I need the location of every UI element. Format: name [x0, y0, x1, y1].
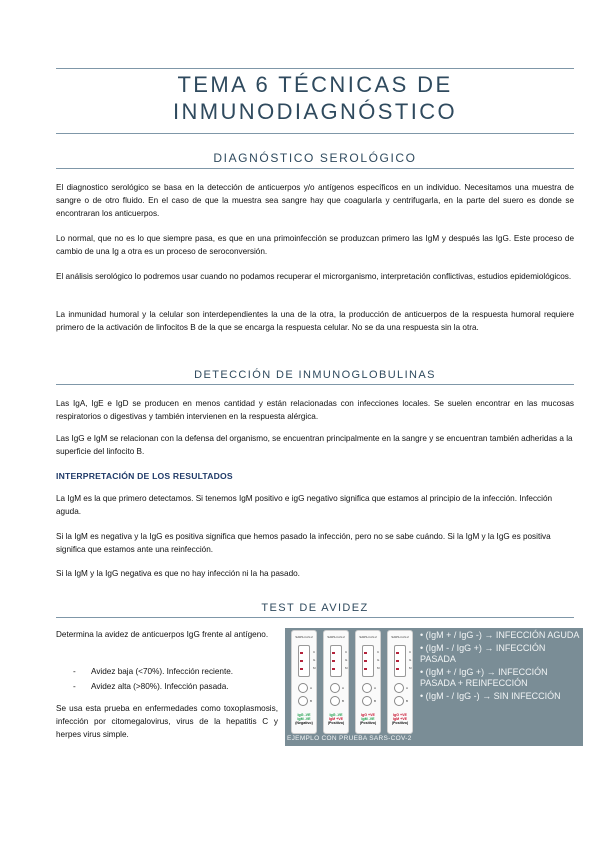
strip-well [394, 696, 404, 706]
strip-caption-line: (Positivo) [359, 721, 377, 725]
strip-well [362, 683, 372, 693]
strip-window [362, 645, 380, 677]
strip-band [364, 652, 367, 654]
strip-band [364, 660, 367, 662]
page-title-line2: INMUNODIAGNÓSTICO [172, 99, 458, 124]
section-heading-avidez: TEST DE AVIDEZ [261, 602, 369, 614]
strip-well-label: A [406, 686, 409, 690]
strip-window [330, 645, 348, 677]
list-item-text: Avidez baja (<70%). Infección reciente. [91, 667, 234, 676]
test-strip [355, 630, 381, 734]
strip-well-label: A [374, 686, 377, 690]
list-item [73, 681, 229, 694]
strip-band [396, 660, 399, 662]
strip-name: SARS-CoV-2 [391, 635, 409, 639]
strip-window [298, 645, 316, 677]
strip-band-label: C [313, 650, 316, 654]
figure-caption: EJEMPLO CON PRUEBA SARS-COV-2 [287, 735, 412, 742]
section-rule-serologico [56, 168, 574, 169]
strip-band [396, 652, 399, 654]
strip-band-label: M [345, 666, 348, 670]
strip-band-label: G [345, 658, 348, 662]
test-strip [387, 630, 413, 734]
strip-well-label: B [342, 699, 345, 703]
strip-band-label: C [409, 650, 412, 654]
subheading-interpretacion: INTERPRETACIÓN DE LOS RESULTADOS [56, 471, 233, 481]
strip-band-label: G [313, 658, 316, 662]
strip-name: SARS-CoV-2 [295, 635, 313, 639]
paragraph: Lo normal, que no es lo que siempre pasa, es que en una primoinfección se produzcan primero las IgM y después las IgG. Este proceso de cambio de una Ig a otra es un proceso de seroconversión. [56, 234, 574, 256]
strip-well [330, 683, 340, 693]
bullet-marker: - [73, 682, 76, 691]
strip-well-label: B [310, 699, 313, 703]
strip-band [332, 652, 335, 654]
strip-well [330, 696, 340, 706]
strip-caption-line: IgM -VE [361, 717, 375, 721]
strip-caption [292, 713, 316, 725]
paragraph: La IgM es la que primero detectamos. Si tenemos IgM positivo e igG negativo significa que estamos al principio de la infección. Infección aguda. [56, 494, 553, 516]
strip-name: SARS-CoV-2 [359, 635, 377, 639]
strip-well-label: B [374, 699, 377, 703]
legend-item: • (IgM + / IgG +) → INFECCIÓN PASADA + REINFECCIÓN [420, 667, 548, 688]
strip-band-label: M [377, 666, 380, 670]
strip-caption-line: IgG +VE [361, 713, 375, 717]
strip-band [332, 660, 335, 662]
strip-band [332, 668, 335, 670]
paragraph: Si la IgM es negativa y la IgG es positiva significa que hemos pasado la infección, pero no se sabe cuándo. Si la IgM y la IgG es positiva significa que estamos ante una reinfección. [56, 532, 551, 554]
legend-item: • (IgM - / IgG -) → SIN INFECCIÓN [420, 691, 561, 701]
strip-band [364, 668, 367, 670]
figure-legend [420, 630, 583, 704]
title-bottom-rule [56, 133, 574, 134]
avidez-intro: Determina la avidez de anticuerpos IgG frente al antígeno. [56, 630, 269, 639]
strip-caption-line: IgG +VE [393, 713, 407, 717]
strip-window [394, 645, 412, 677]
strip-well-label: A [342, 686, 345, 690]
section-heading-serologico: DIAGNÓSTICO SEROLÓGICO [213, 151, 417, 165]
strip-well [298, 696, 308, 706]
strip-band-label: G [377, 658, 380, 662]
sars-cov-2-test-figure [285, 628, 583, 746]
test-strip [291, 630, 317, 734]
strip-caption-line: IgM -VE [297, 717, 311, 721]
strip-caption-line: (Positivo) [327, 721, 345, 725]
strip-band-label: M [313, 666, 316, 670]
strip-caption-line: IgG -VE [297, 713, 311, 717]
strip-caption [388, 713, 412, 725]
section-rule-inmunoglobulinas [56, 384, 574, 385]
strip-band-label: C [345, 650, 348, 654]
strip-band [300, 660, 303, 662]
strip-well [394, 683, 404, 693]
strip-band-label: M [409, 666, 412, 670]
list-item [73, 666, 233, 679]
legend-item: • (IgM - / IgG +) → INFECCIÓN PASADA [420, 643, 546, 664]
strip-caption-line: IgG -VE [329, 713, 343, 717]
strip-band [300, 668, 303, 670]
strip-caption-line: (Negativo) [295, 721, 313, 725]
paragraph: Si la IgM y la IgG negativa es que no hay infección ni la ha pasado. [56, 569, 300, 578]
strip-caption-line: (Positivo) [391, 721, 409, 725]
strip-caption-line: IgM +VE [392, 717, 408, 721]
legend-item: • (IgM + / IgG -) → INFECCIÓN AGUDA [420, 630, 580, 640]
strip-well [362, 696, 372, 706]
paragraph: La inmunidad humoral y la celular son interdependientes la una de la otra, la producción de anticuerpos de la respuesta humoral requiere primero de la activación de linfocitos B de la que se encarga la respuesta celular. No se da una respuesta sin la otra. [56, 310, 574, 332]
title-top-rule [56, 68, 574, 69]
strip-name: SARS-CoV-2 [327, 635, 345, 639]
paragraph: El diagnostico serológico se basa en la detección de anticuerpos y/o antígenos específicos en un individuo. Necesitamos una muestra de sangre o de otro fluido. En el caso de que la muestra sea sangre hay que coagularla y centrifugarla, en la parte del suero es donde se encontraran los anticuerpos. [56, 183, 574, 218]
strip-well-label: B [406, 699, 409, 703]
strip-caption [324, 713, 348, 725]
paragraph: Las IgG e IgM se relacionan con la defensa del organismo, se encuentran principalmente en la sangre y se encuentran también adheridas a la superficie del linfocito B. [56, 434, 573, 456]
strip-band [300, 652, 303, 654]
strip-band [396, 668, 399, 670]
strip-caption [356, 713, 380, 725]
strip-well-label: A [310, 686, 313, 690]
paragraph: El análisis serológico lo podremos usar cuando no podamos recuperar el microrganismo, interpretación conflictivas, estudios epidemiológicos. [56, 272, 572, 281]
section-rule-avidez [56, 617, 574, 618]
page-title-line1: TEMA 6 TÉCNICAS DE [177, 72, 453, 97]
strip-well [298, 683, 308, 693]
list-item-text: Avidez alta (>80%). Infección pasada. [91, 682, 229, 691]
strip-band-label: G [409, 658, 412, 662]
section-heading-inmunoglobulinas: DETECCIÓN DE INMUNOGLOBULINAS [194, 369, 436, 381]
bullet-marker: - [73, 667, 76, 676]
avidez-closing: Se usa esta prueba en enfermedades como toxoplasmosis, infección por citomegalovirus, virus de la hepatitis C y herpes virus simple. [56, 704, 278, 739]
test-strip [323, 630, 349, 734]
strip-caption-line: IgM +VE [328, 717, 344, 721]
strip-band-label: C [377, 650, 380, 654]
paragraph: Las IgA, IgE e IgD se producen en menos cantidad y están relacionadas con infecciones locales. Se suelen encontrar en las mucosas respiratorios o digestivas y también intervienen en la respuesta alérgica. [56, 399, 574, 421]
